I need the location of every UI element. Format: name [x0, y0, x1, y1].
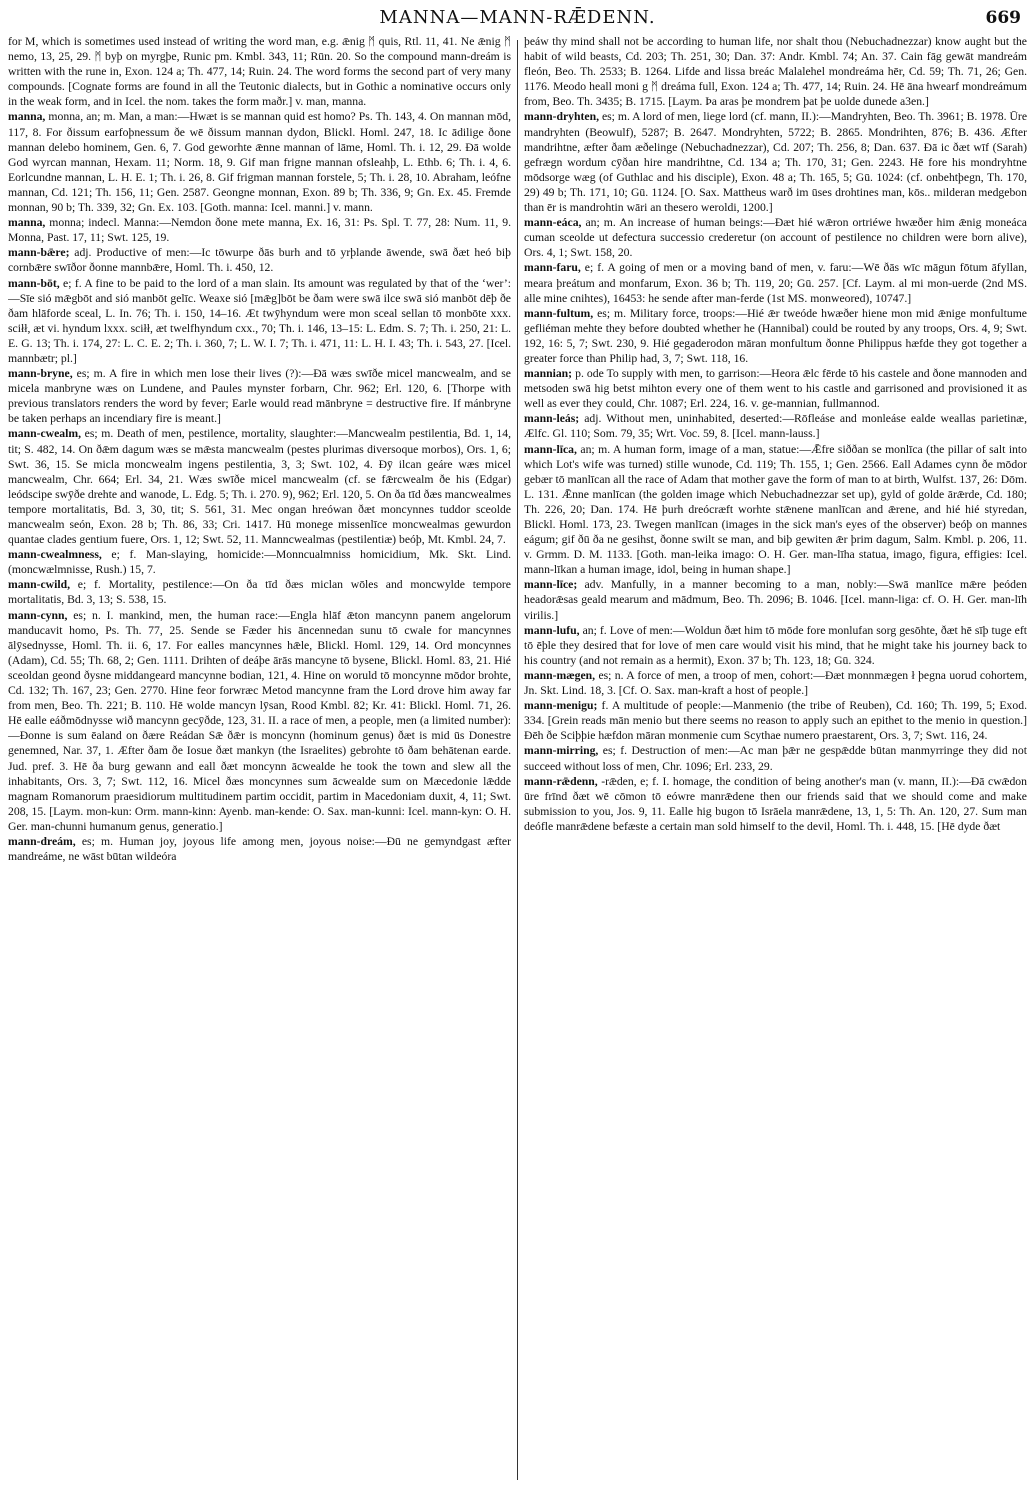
dictionary-entry: [524, 442, 1027, 578]
dictionary-entry: [8, 366, 511, 426]
entry-headword: manna,: [8, 216, 46, 230]
entry-headword: manna,: [8, 110, 46, 124]
dictionary-entry: [524, 260, 1027, 305]
dictionary-entry: [524, 34, 1027, 109]
entry-headword: mann-cwealm,: [8, 427, 82, 441]
entry-headword: mannian;: [524, 367, 573, 381]
dictionary-entry: [524, 109, 1027, 215]
entry-headword: mann-cynn,: [8, 608, 68, 622]
entry-text: for M, which is sometimes used instead of writing the word man, e.g. ǣnig ᛗ quis, Rtl. 11, 41. Ne ǣnig ᛗ nemo, 13, 25, 29. ᛗ byþ on myrgþe, Runic pm. Kmbl. 343, 11; Rūn. 20. So the compound mann-dreám is written with the rune in, Exon. 124 a; Th. 477, 14; Ruin. 24. The word forms the second part of very many compounds. [Cognate forms are found in all the Teutonic dialects, but in Gothic a nominative occurs only in the weak form, and in Icel. the nom. takes the form maðr.] v. man, manna.: [8, 35, 511, 109]
dictionary-entry: [8, 547, 511, 577]
entry-text: es; m. Death of men, pestilence, mortality, slaughter:—Mancwealm pestilentia, Bd. 1, 14, tit; S. 482, 14. On ðǣm dagum wæs se mǣsta mancwealm (pestes plurimas diversoque morbos), Ors. 1, 6; Swt. 36, 15. Se micla moncwealm ingens pestilentia, 3, 3; Swt. 102, 4. Ðȳ ilcan geáre wæs micel mancwealm, Chr. 664; Erl. 34, 21. Wæs swīðe micel mancwealm (cf. se fǣrcwealm ðe his (Edgar) leódscipe swȳðe drehte and wanode, L. Edg. 5; Th. i. 270. 9), 962; Erl. 120, 5. On ða tīd ðæs mancwealmes tempore mortalitatis, Bd. 3, 30, tit; S. 561, 31. Mec ongan hreówan ðæt moncynnes tuddor sceolde mancwealm seón, Exon. 28 b; Th. 86, 33; Cri. 1417. Hū monege missenlīce moncwealmas gewurdon quantae clades gentium fuere, Ors. 1, 12; Swt. 52, 11. Manncwealmas (pestilentiæ) beóþ, Mt. Kmbl. 24, 7.: [8, 427, 511, 547]
dictionary-entry: [524, 743, 1027, 773]
entry-headword: mann-faru,: [524, 261, 581, 275]
entry-text: an; f. Love of men:—Woldun ðæt him tō mōde fore monlufan sorg gesōhte, ðæt hē sīþ tuge eft tō ēþle they desired that for love of men care would visit his mind, that he might take his journey back to his country (and not remain as a hermit), Exon. 37 b; Th. 123, 18; Gū. 324.: [524, 623, 1027, 667]
entry-headword: mann-rǣdenn,: [524, 774, 598, 788]
entry-text: e; f. Mortality, pestilence:—On ða tīd ðæs miclan wōles and moncwylde tempore mortalitatis, Bd. 3, 13; S. 538, 15.: [8, 578, 511, 607]
dictionary-entry: [8, 426, 511, 547]
entry-headword: mann-cwild,: [8, 578, 71, 592]
entry-text: adv. Manfully, in a manner becoming to a man, nobly:—Swā manlīce mǣre þeóden headorǣsas geald mearum and mādmum, Beo. Th. 2096; B. 1046. [Icel. mann-liga: cf. O. H. Ger. man-līh virilis.]: [524, 578, 1027, 622]
entry-text: þeáw thy mind shall not be according to human life, nor shalt thou (Nebuchadnezzar) know aught but the habit of wild beasts, Cd. 203; Th. 251, 30; Dan. 37: Andr. Kmbl. 74; An. 37. Cain fāg gewāt mandreám fleón, Beo. Th. 2533; B. 1264. Lifde and lissa breác Malalehel mondreáma hēr, Cd. 59; Th. 71, 26; Gen. 1176. Meodo heall moni g ᛗ dreáma full, Exon. 124 a; Th. 477, 14; Ruin. 24. Hē āna hwearf mondreámum from, Beo. Th. 3435; B. 1715. [Laym. Þa aras þe mondrem þat þe uolde dunede a3en.]: [524, 35, 1027, 109]
entry-text: es; f. Destruction of men:—Ac man þǣr ne gespǣdde būtan manmyrringe they did not succeed without loss of men, Chr. 1096; Erl. 233, 29.: [524, 744, 1027, 773]
dictionary-entry: [524, 366, 1027, 411]
dictionary-entry: [524, 306, 1027, 366]
left-column: [8, 34, 511, 1490]
column-divider: [517, 40, 518, 1480]
entry-text: e; f. A fine to be paid to the lord of a man slain. Its amount was regulated by that of the ‘wer’:—Sīe sió mǣgbōt and sió manbōt gelīc. Weaxe sió [mǣg]bōt be ðam were swā ilce swā sió manbōt dēþ ðe ðam hlāforde sceal, L. In. 76; Th. i. 150, 14–16. Æt twȳhyndum were mon sceal sellan tō monbōte xxx. sciłł, æt vi. hyndum lxxx. sciłł, æt twelfhyndum cxx., 70; Th. i. 146, 13–15: L. Edm. S. 7; Th. i. 250, 21: L. E. G. 13; Th. i. 174, 27: L. C. E. 2; Th. i. 360, 7; L. W. I. 7; Th. i. 471, 11: L. H. I. 43; Th. i. 543, 27. [Icel. mannbætr; pl.]: [8, 276, 511, 365]
dictionary-entry: [524, 577, 1027, 622]
dictionary-entry: [8, 215, 511, 245]
dictionary-entry: [8, 834, 511, 864]
dictionary-entry: [524, 774, 1027, 834]
dictionary-entry: [524, 623, 1027, 668]
entry-headword: mann-mirring,: [524, 744, 599, 758]
entry-text: an; m. A human form, image of a man, statue:—Ǣfre siððan se monlīca (the pillar of salt into which Lot's wife was turned) stille wunode, Cd. 119; Th. 155, 1; Gen. 2566. Eall Adames cynn ðe mōdor gebær tō manlīcan all the race of Adam that mother gave the form of man to at birth, Wulfst. 137, 26: Dōm. L. 131. Ǣnne manlīcan (the golden image which Nebuchadnezzar set up), gyld of golde ārǣrde, Cd. 180; Th. 226, 20; Dan. 174. Hē þurh dreócræft worhte stǣnene manlīcan and ǣrene, and hié hié styredan, Blickl. Homl. 173, 23. Twegen manlīcan (images in the sick man's eyes of the observer) beóþ on mannes eágum; gif ðū ða ne gesihst, ðonne swilt se man, and biþ gewiten ǣr þrim dagum, Salm. Kmbl. p. 206, 11. v. Grmm. D. M. 1133. [Goth. man-leika imago: O. H. Ger. man-līha statua, imago, figura, effigies: Icel. mann-līkan a human image, idol, being in human shape.]: [524, 442, 1027, 577]
page-header: [8, 6, 1027, 30]
dictionary-entry: [524, 215, 1027, 260]
right-column: [524, 34, 1027, 1490]
dictionary-entry: [524, 411, 1027, 441]
entry-text: f. A multitude of people:—Manmenio (the tribe of Reuben), Cd. 160; Th. 199, 5; Exod. 334. [Grein reads mān menio but there seems no reason to apply such an epithet to the menio in question.] Ðēh ðe Sciþþie hæfdon māran monmenie cum Scythae numero praestarent, Ors. 3, 7; Swt. 116, 24.: [524, 699, 1027, 743]
dictionary-entry: [8, 608, 511, 834]
dictionary-entry: [524, 698, 1027, 743]
entry-headword: mann-eáca,: [524, 216, 582, 230]
entry-text: es; m. Military force, troops:—Hié ǣr tweóde hwæðer hiene mon mid ǣnige monfultume gefliéman mehte they before doubted whether he (Hannibal) could be routed by any troops, Ors. 4, 9; Swt. 192, 16: 5, 7; Swt. 230, 9. Hié gegaderodon māran monfultum ðonne Philippus hæfde they got together a greater force than Philip had, 3, 7; Swt. 118, 16.: [524, 306, 1027, 365]
entry-headword: mann-bōt,: [8, 276, 60, 290]
entry-text: es; m. A lord of men, liege lord (cf. mann, II.):—Mandryhten, Beo. Th. 3961; B. 1978. Ūre mandryhten (Beowulf), 5287; B. 2647. Mondryhten, 5722; B. 2865. Mondrihten, 876; B. 436. Æfter mandrihtne, æfter ðam æðelinge (Nebuchadnezzar), Cd. 207; Th. 256, 8; Dan. 637. Ðā ic ðæt wīf (Sarah) gefrægn wordum cȳðan hire mandrihtne, Cd. 134 a; Th. 170, 31; Gen. 2243. Hē fore his mondryhtne mōdsorge wæg (of Guthlac and his disciple), Exon. 48 a; Th. 165, 5; Gū. 1024: (cf. onbehtþegn, Th. 170, 29) 49 b; Th. 171, 10; Gū. 1124. [O. Sax. Mattheus warð im ūses drohtines man, kōs.. milderan medgebon than ēr is mandrohtin wāri an thesero weroldi, 1200.]: [524, 110, 1027, 215]
entry-text: e; f. Man-slaying, homicide:—Monncualmniss homicidium, Mk. Skt. Lind. (moncwælmnisse, Rush.) 15, 7.: [8, 548, 511, 577]
entry-text: p. ode To supply with men, to garrison:—Heora ǣlc fērde tō his castele and ðone mannoden and metsoden swā hig betst mihton every one of them went to his castle and garrisoned and provisioned it as well as ever they could, Chr. 1087; Erl. 224, 16. v. ge-mannian, fullmannod.: [524, 367, 1027, 411]
entry-headword: mann-līca,: [524, 442, 577, 456]
dictionary-entry: [8, 276, 511, 367]
entry-headword: mann-leás;: [524, 412, 580, 426]
entry-text: monna; indecl. Manna:—Nemdon ðone mete manna, Ex. 16, 31: Ps. Spl. T. 77, 28: Num. 11, 9. Monna, Past. 17, 11; Swt. 125, 19.: [8, 216, 511, 245]
dictionary-entry: [8, 577, 511, 607]
entry-headword: mann-līce;: [524, 578, 578, 592]
entry-headword: mann-fultum,: [524, 306, 594, 320]
entry-text: an; m. An increase of human beings:—Ðæt hié wǣron ortriéwe hwæðer him ǣnig moneáca cuman sceolde ut defectura successio crederetur (on account of pestilence no children were born alive), Ors. 4, 1; Swt. 158, 20.: [524, 216, 1027, 260]
dictionary-entry: [8, 109, 511, 215]
entry-headword: mann-menigu;: [524, 699, 598, 713]
entry-text: es; n. A force of men, a troop of men, cohort:—Ðæt monnmægen ł þegna uorud cohortem, Jn. Skt. Lind. 18, 3. [Cf. O. Sax. man-kraft a host of people.]: [524, 668, 1027, 698]
dictionary-entry: [524, 668, 1027, 698]
entry-text: es; m. A fire in which men lose their lives (?):—Ðā wæs swīðe micel mancwealm, and se micela manbryne wæs on Lundene, and Paules mynster forbarn, Chr. 962; Erl. 120, 6. [Thorpe with previous translators renders the word by fever; Earle would read mānbryne = destructive fire. If mánbryne be taken perhaps an incendiary fire is meant.]: [8, 367, 511, 426]
dictionary-entry: [8, 34, 511, 109]
entry-headword: mann-cwealmness,: [8, 548, 102, 562]
entry-headword: mann-dryhten,: [524, 110, 600, 124]
columns: [8, 34, 1027, 1490]
entry-text: monna, an; m. Man, a man:—Hwæt is se mannan quid est homo? Ps. Th. 143, 4. On mannan mōd, 117, 8. For ðissum earfoþnessum ðe wē ðissum mannan dydon, Blickl. Homl. 247, 18. Ic ādilige ðone mannan delebo hominem, Gen. 6, 7. God geworhte ǣnne mannan of lāme, Homl. Th. i. 12, 29. Ðā wolde God wyrcan mannan, Hexam. 11; Norm. 18, 9. Gif man frigne mannan ofsleahþ, L. Ethb. 6; Th. i. 4, 6. Eorlcundne mannan, L. H. E. 1; Th. i. 26, 8. Gif frigman mannan forstele, 5; Th. i. 28, 10. Abraham, leófne mannan, Cd. 121; Th. 156, 11; Gen. 2587. Geongne monnan, Exon. 89 b; Th. 336, 9; Gn. Ex. 45. Fremde monnan, 90 b; Th. 339, 32; Gn. Ex. 103. [Goth. manna: Icel. manni.] v. mann.: [8, 110, 511, 215]
entry-text: adj. Productive of men:—Ic tōwurpe ðās burh and tō yrþlande āwende, swā ðæt heó biþ cornbǣre swīðor ðonne mannbǣre, Homl. Th. i. 450, 12.: [8, 246, 511, 275]
entry-text: -rǣden, e; f. I. homage, the condition of being another's man (v. mann, II.):—Ðā cwǣdon ūre frīnd ðæt wē cōmon tō eówre manrǣdene then our friends said that we should come and make submission to you, Jos. 9, 11. Ealle hig bugon tō Isrāela manrǣdene, 13, 1, 5: Th. An. 120, 27. Sum man deófle manrǣdene befæste a certain man sold himself to the devil, Homl. Th. i. 448, 15. [Hē dyde ðæt: [524, 774, 1027, 833]
entry-text: e; f. A going of men or a moving band of men, v. faru:—Wē ðās wīc māgun fōtum āfyllan, meara þreátum and monfarum, Exon. 36 b; Th. 119, 20; Gū. 257. [Cf. Laym. al mi mon-uerde (2nd MS. alle mine cnihtes), 16453: he sende after man-ferde (1st MS. monweored), 10747.]: [524, 261, 1027, 305]
entry-text: es; m. Human joy, joyous life among men, joyous noise:—Ðū ne gemyndgast æfter mandreáme, ne wāst būtan wildeóra: [8, 834, 511, 864]
entry-headword: mann-lufu,: [524, 623, 580, 637]
dictionary-entry: [8, 245, 511, 275]
page-number: 669: [985, 8, 1021, 28]
entry-text: adj. Without men, uninhabited, deserted:—Rōfleáse and monleáse ealde weallas parietinæ, Ælfc. Gl. 110; Som. 79, 35; Wrt. Voc. 59, 8. [Icel. mann-lauss.]: [524, 412, 1027, 441]
entry-headword: mann-dreám,: [8, 834, 76, 848]
entry-headword: mann-bǣre;: [8, 246, 70, 260]
entry-headword: mann-mægen,: [524, 668, 596, 682]
entry-text: es; n. I. mankind, men, the human race:—Engla hlāf ǣton mancynn panem angelorum manducavit homo, Ps. Th. 77, 25. Sende se Fæder his āncennedan sunu tō cwale for mancynnes ālȳsednysse, Homl. Th. ii. 6, 17. For ealles mancynnes hǣle, Blickl. Homl. 129, 14. Ord moncynnes (Adam), Cd. 55; Th. 68, 2; Gen. 1111. Drihten of deáþe ārās mancyne tō bysene, Blickl. Homl. 83, 21. Hié sceoldan geond ðysne middangeard mancynne bodian, 121, 4. Hine on woruld tō moncynne mōdor brohte, Cd. 132; Th. 167, 23; Gen. 2770. Hine feor forwræc Metod mancynne fram the Lord drove him away far from men, Beo. Th. 221; B. 110. Hē wolde mancyn lȳsan, Rood Kmbl. 82; Kr. 41: Blickl. Homl. 71, 26. Hē ealle eáðmōdnysse wið mancynn gecȳðde, 123, 31. II. a race of men, a people, men (a limited number):—Ðonne is sum ēaland on ðære Reádan Sǣ ðǣr is moncynn (hominum genus) ðæt is mid ūs Donestre genemned, Nar. 37, 1. Æfter ðam ðe Iosue ðæt mankyn (the Israelites) gebrohte tō ðam behātenan earde. Jud. pref. 3. Hē ða burg gewann and eall ðæt moncynn ācwealde he took the town and slew all the inhabitants, Ors. 3, 7; Swt. 112, 16. Micel ðæs moncynnes sum ācwealde sum on Mæcedonie lǣdde magnam Romanorum praesidiorum multitudinem partim occidit, partim in Macedoniam duxit, 4, 11; Swt. 208, 15. [Laym. mon-kun: Orm. mann-kinn: Ayenb. man-kende: O. Sax. man-kunni: Icel. mann-kyn: O. H. Ger. man-chunni humanum genus, generatio.]: [8, 608, 511, 833]
entry-headword: mann-bryne,: [8, 367, 73, 381]
running-title: MANNA—MANN-RǢDENN.: [379, 7, 656, 28]
